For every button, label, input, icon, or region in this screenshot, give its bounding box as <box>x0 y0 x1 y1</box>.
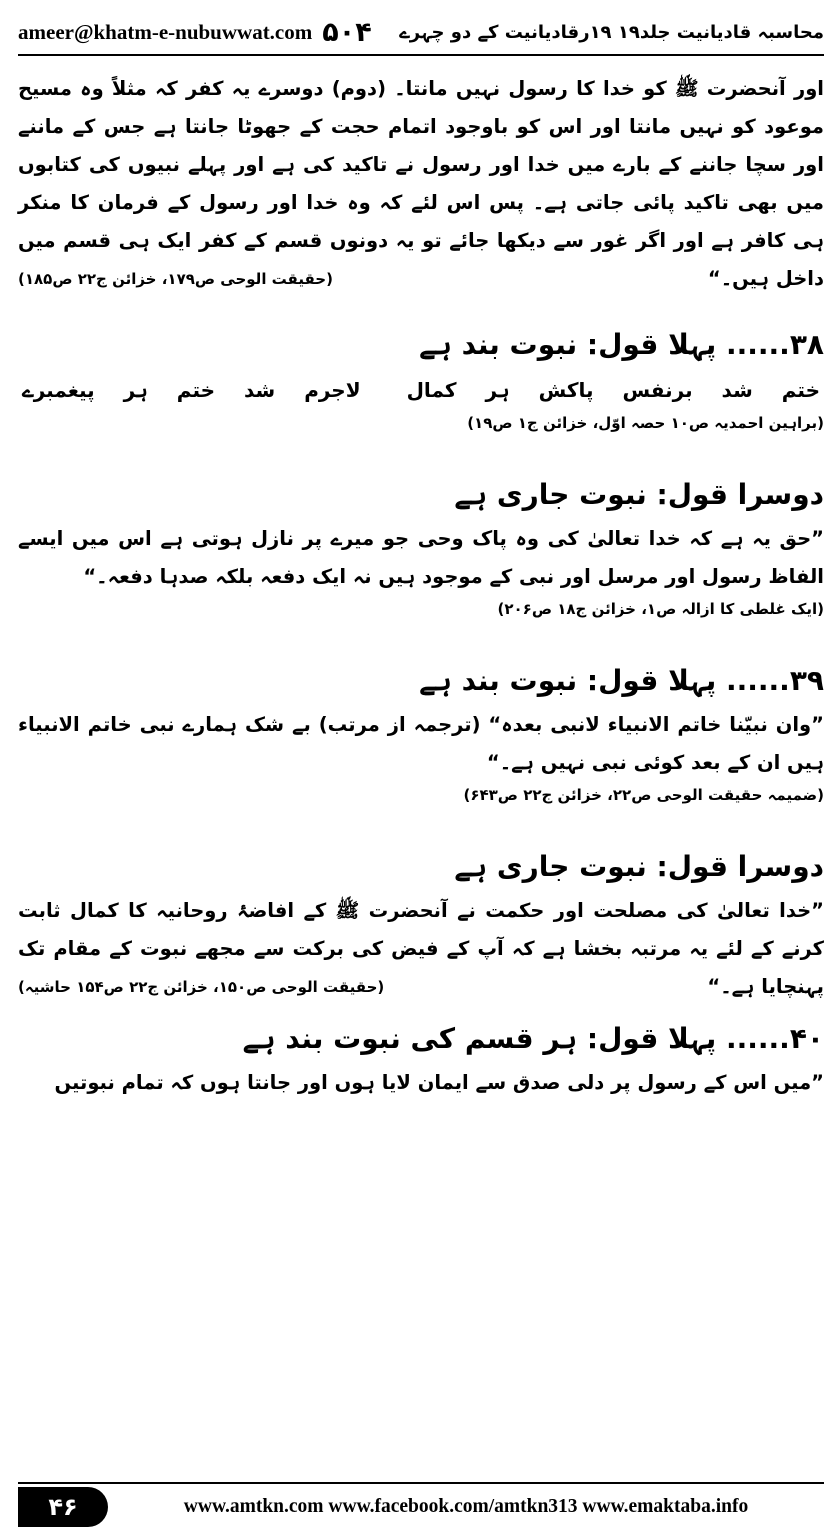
reference-intro: (حقیقت الوحی ص۱۷۹، خزائن ج۲۲ ص۱۸۵) <box>18 270 333 288</box>
header-page-number: ۵۰۴ <box>322 16 372 48</box>
heading-38-second: دوسرا قول: نبوت جاری ہے <box>454 478 824 511</box>
paragraph-intro <box>18 70 824 298</box>
page-header <box>18 10 824 56</box>
header-left <box>18 17 372 48</box>
page <box>18 10 824 1530</box>
paragraph-39-second-text: ”خدا تعالیٰ کی مصلحت اور حکمت نے آنحضرت ﷺ کے افاضۂ روحانیہ کا کمال ثابت کرنے کے لئے یہ مرتبہ بخشا ہے کہ آپ کے فیض کی برکت سے مجھے نبوت کے مقام تک پہنچایا ہے۔“ <box>18 899 824 998</box>
header-email[interactable]: ameer@khatm-e-nubuwwat.com <box>18 19 313 44</box>
footer-page-number: ۴۶ <box>18 1487 108 1527</box>
page-footer <box>18 1482 824 1530</box>
heading-40-first: ۴۰...... پہلا قول: ہر قسم کی نبوت بند ہے <box>242 1022 824 1055</box>
heading-39-second: دوسرا قول: نبوت جاری ہے <box>454 850 824 883</box>
paragraph-39-second <box>18 892 824 1006</box>
heading-38-first: ۳۸...... پہلا قول: نبوت بند ہے <box>419 328 824 361</box>
persian-verse <box>18 370 824 410</box>
paragraph-38-second: ”حق یہ ہے کہ خدا تعالیٰ کی وہ پاک وحی جو میرے پر نازل ہوتی ہے اس میں ایسے الفاظ رسول اور مرسل اور نبی کے موجود ہیں نہ ایک دفعہ بلکہ صدہا دفعہ۔“ <box>18 527 824 588</box>
reference-39-second: (حقیقت الوحی ص۱۵۰، خزائن ج۲۲ ص۱۵۴ حاشیہ) <box>18 978 385 996</box>
paragraph-intro-text: اور آنحضرت ﷺ کو خدا کا رسول نہیں مانتا۔ (دوم) دوسرے یہ کفر کہ مثلاً وہ مسیح موعود کو نہیں مانتا اور اس کو باوجود اتمام حجت کے جھوٹا جانتا ہے جس کے ماننے اور سچا جاننے کے بارے میں خدا اور رسول نے تاکید کی ہے اور پہلے نبیوں کی کتابوں میں بھی تاکید پائی جاتی ہے۔ پس اس لئے کہ وہ خدا اور رسول کے فرمان کا منکر ہی کافر ہے اور اگر غور سے دیکھا جائے تو یہ دونوں قسم کے کفر ایک ہی قسم میں داخل ہیں۔“ <box>18 77 824 290</box>
footer-urls[interactable]: www.amtkn.com www.facebook.com/amtkn313 www.emaktaba.info <box>183 1496 749 1517</box>
reference-39: (ضمیمہ حقیقت الوحی ص۲۲، خزائن ج۲۲ ص۶۴۳) <box>463 786 824 804</box>
reference-38: (براہین احمدیہ ص۱۰ حصہ اوّل، خزائن ج۱ ص۱۹) <box>467 414 824 432</box>
heading-39-first: ۳۹...... پہلا قول: نبوت بند ہے <box>419 664 824 697</box>
verse-right-half: ختم شد برنفس پاکش ہر کمال <box>406 378 820 402</box>
header-title: محاسبہ قادیانیت جلد۱۹ ۱۹رقادیانیت کے دو چہرے <box>399 21 824 43</box>
verse-left-half: لاجرم شد ختم ہر پیغمبرے <box>22 378 361 402</box>
paragraph-40-first: ”میں اس کے رسول پر دلی صدق سے ایمان لایا ہوں اور جانتا ہوں کہ تمام نبوتیں <box>54 1071 824 1094</box>
paragraph-39-first: ”وان نبیّنا خاتم الانبیاء لانبی بعدہ“ (ترجمہ از مرتب) بے شک ہمارے نبی خاتم الانبیاء ہیں ان کے بعد کوئی نبی نہیں ہے۔“ <box>18 713 824 774</box>
reference-38-second: (ایک غلطی کا ازالہ ص۱، خزائن ج۱۸ ص۲۰۶) <box>497 600 824 618</box>
page-content <box>18 70 824 1102</box>
